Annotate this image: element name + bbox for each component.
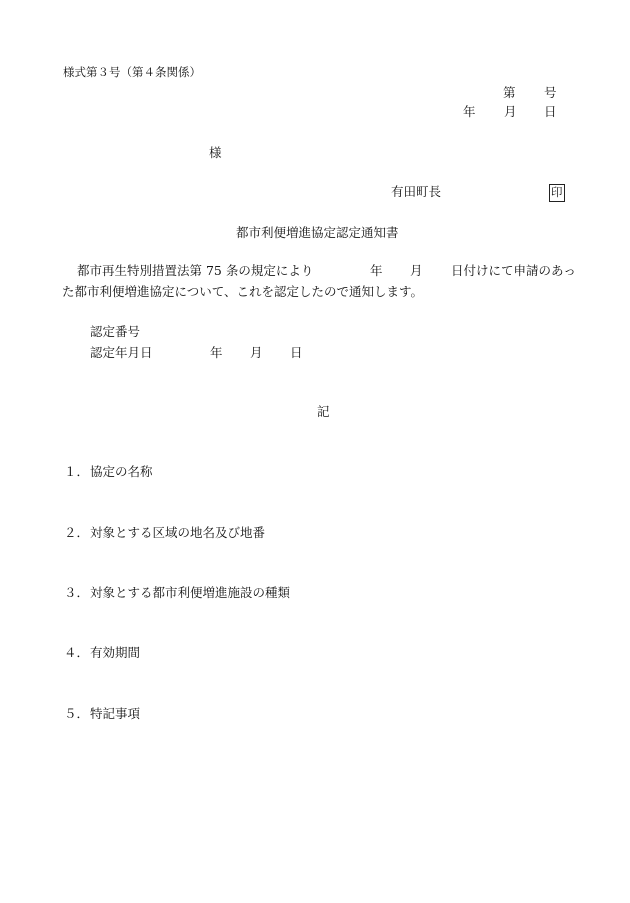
sender-name: 有田町長 (391, 184, 442, 199)
issue-date-month: 月 (504, 104, 517, 119)
list-item-number: １． (64, 464, 90, 479)
certification-date-month: 月 (250, 345, 263, 360)
list-item (64, 527, 265, 540)
body-line1-month: 月 (410, 263, 423, 278)
body-line2: た都市利便増進協定について、これを認定したので通知します。 (62, 284, 424, 299)
list-item-label: 対象とする区域の地名及び地番 (90, 525, 266, 540)
list-item-number: ４． (64, 645, 90, 660)
certification-date-day: 日 (290, 345, 303, 360)
addressee-honorific: 様 (209, 145, 222, 160)
list-item-label: 有効期間 (90, 645, 141, 660)
list-item (64, 647, 140, 660)
document-title: 都市利便増進協定認定通知書 (236, 225, 399, 240)
seal-mark: 印 (549, 184, 565, 202)
issue-date-day: 日 (544, 104, 557, 119)
body-line1-part2: 日付けにて申請のあっ (451, 263, 576, 278)
list-item (64, 708, 140, 721)
list-item (64, 466, 153, 479)
list-item (64, 587, 290, 600)
document-number-prefix: 第 (503, 85, 516, 100)
list-item-number: ５． (64, 706, 90, 721)
list-item-label: 対象とする都市利便増進施設の種類 (90, 585, 291, 600)
ki-heading: 記 (317, 404, 330, 419)
certification-number-label: 認定番号 (90, 324, 141, 339)
document-number-suffix: 号 (544, 85, 557, 100)
certification-date-year: 年 (210, 345, 223, 360)
list-item-number: ２． (64, 525, 90, 540)
list-item-label: 協定の名称 (90, 464, 153, 479)
form-number-label: 様式第３号（第４条関係） (63, 65, 201, 79)
list-item-number: ３． (64, 585, 90, 600)
certification-date-label: 認定年月日 (90, 345, 153, 360)
body-line1-part1: 都市再生特別措置法第 75 条の規定により (77, 263, 314, 278)
issue-date-year: 年 (463, 104, 476, 119)
list-item-label: 特記事項 (90, 706, 141, 721)
body-line1-year: 年 (370, 263, 383, 278)
